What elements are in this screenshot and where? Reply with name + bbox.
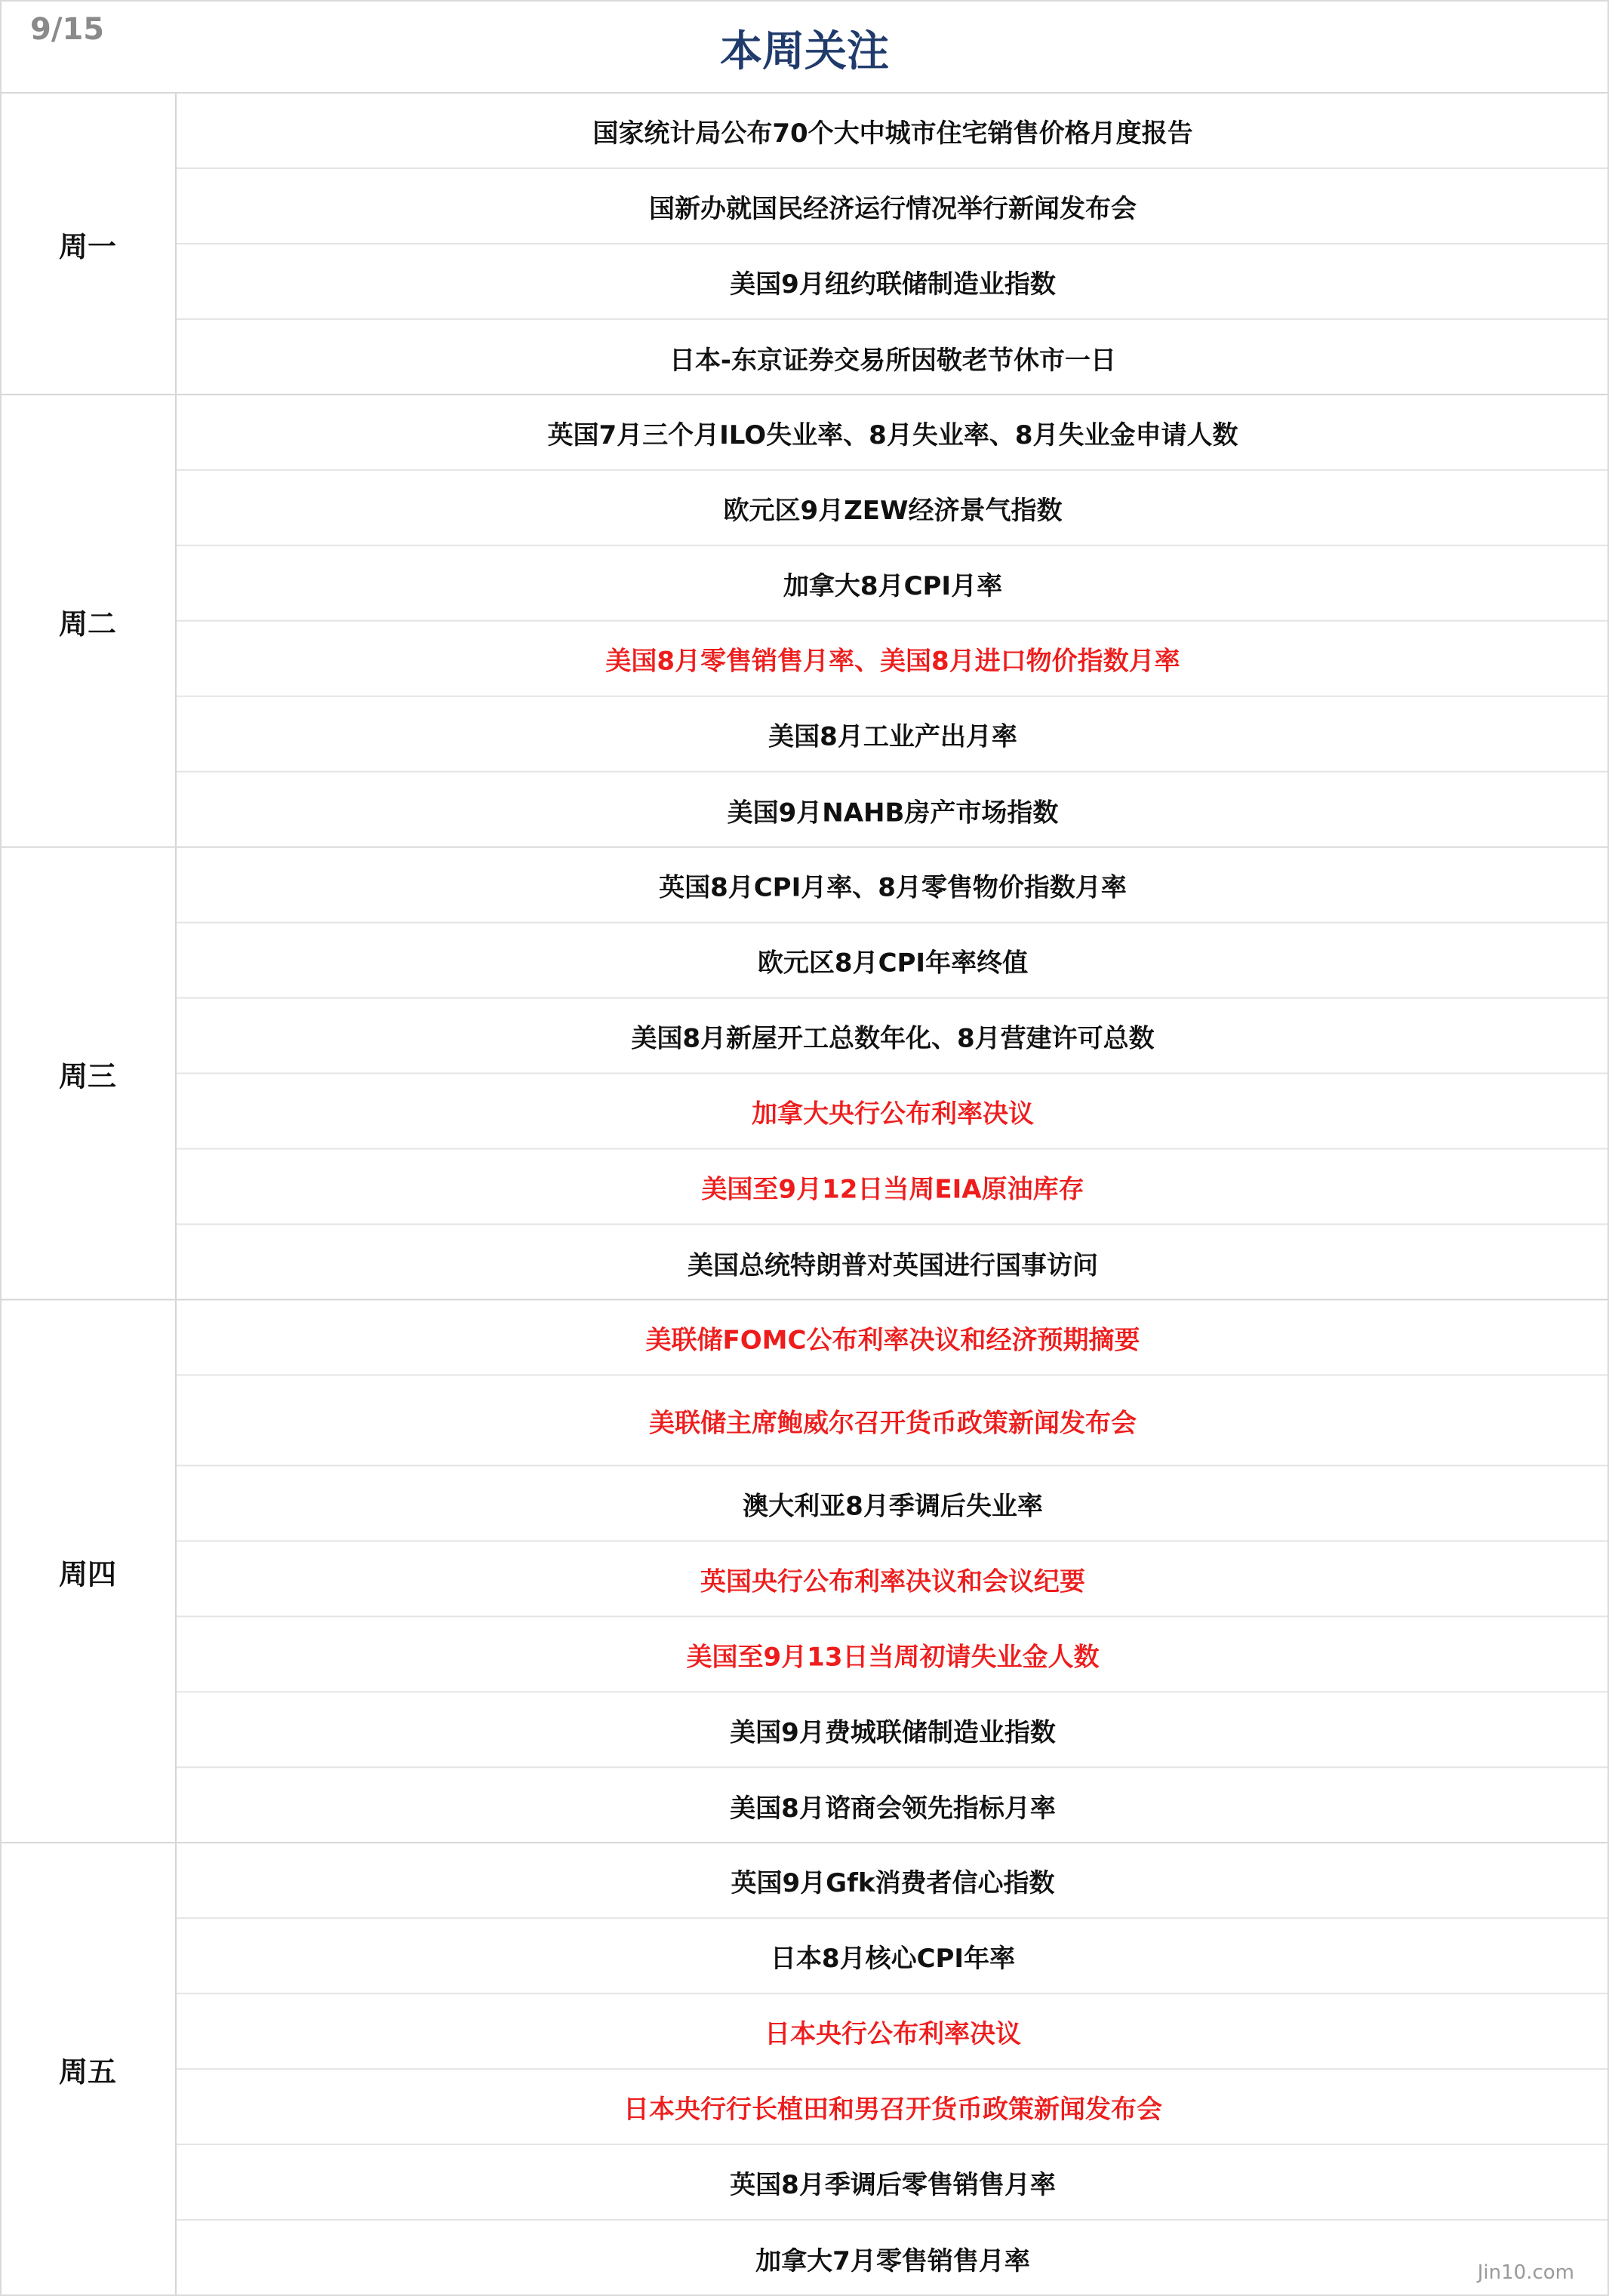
header bbox=[0, 0, 1609, 94]
day-section bbox=[0, 1300, 1609, 1843]
event-row: 英国7月三个月ILO失业率、8月失业率、8月失业金申请人数 bbox=[177, 395, 1609, 471]
event-row: 美国9月纽约联储制造业指数 bbox=[177, 244, 1609, 320]
event-row: 加拿大央行公布利率决议 bbox=[177, 1074, 1609, 1150]
event-row: 美国9月NAHB房产市场指数 bbox=[727, 798, 1059, 828]
event-row: 英国8月CPI月率、8月零售物价指数月率 bbox=[177, 848, 1609, 924]
event-row: 国新办就国民经济运行情况举行新闻发布会 bbox=[177, 169, 1609, 244]
watermark: Jin10.com bbox=[1477, 2261, 1574, 2284]
event-row: 加拿大7月零售销售月率 bbox=[755, 2245, 1030, 2276]
event-row: 美国8月谘商会领先指标月率 bbox=[730, 1793, 1056, 1824]
event-row: 美国9月费城联储制造业指数 bbox=[177, 1692, 1609, 1768]
event-row: 加拿大8月CPI月率 bbox=[177, 546, 1609, 622]
event-row: 欧元区8月CPI年率终值 bbox=[177, 924, 1609, 999]
date-label: 9/15 bbox=[30, 12, 105, 47]
day-section bbox=[0, 94, 1609, 395]
day-label: 周三 bbox=[0, 848, 177, 1299]
event-row: 美国至9月13日当周初请失业金人数 bbox=[177, 1617, 1609, 1692]
event-row: 美国总统特朗普对英国进行国事访问 bbox=[688, 1249, 1098, 1280]
page-title: 本周关注 bbox=[720, 27, 889, 76]
day-section bbox=[0, 1843, 1609, 2296]
day-label: 周四 bbox=[0, 1300, 177, 1842]
event-row: 国家统计局公布70个大中城市住宅销售价格月度报告 bbox=[177, 94, 1609, 169]
event-row: 澳大利亚8月季调后失业率 bbox=[177, 1466, 1609, 1541]
event-row: 英国8月季调后零售销售月率 bbox=[177, 2145, 1609, 2221]
day-section bbox=[0, 848, 1609, 1301]
event-row: 美国至9月12日当周EIA原油库存 bbox=[177, 1150, 1609, 1225]
event-row: 美国8月工业产出月率 bbox=[177, 697, 1609, 773]
event-row: 美国8月零售销售月率、美国8月进口物价指数月率 bbox=[177, 622, 1609, 697]
event-row: 美联储主席鲍威尔召开货币政策新闻发布会 bbox=[177, 1375, 1609, 1466]
event-row: 欧元区9月ZEW经济景气指数 bbox=[177, 471, 1609, 546]
event-row: 美国8月新屋开工总数年化、8月营建许可总数 bbox=[177, 999, 1609, 1074]
event-row: 日本-东京证券交易所因敬老节休市一日 bbox=[669, 345, 1117, 376]
event-row: 英国央行公布利率决议和会议纪要 bbox=[177, 1541, 1609, 1617]
event-row: 英国9月Gfk消费者信心指数 bbox=[177, 1843, 1609, 1919]
event-row: 美联储FOMC公布利率决议和经济预期摘要 bbox=[177, 1300, 1609, 1375]
day-label: 周五 bbox=[0, 1843, 177, 2294]
day-section bbox=[0, 395, 1609, 848]
day-label: 周一 bbox=[0, 94, 177, 394]
event-row: 日本央行公布利率决议 bbox=[177, 1994, 1609, 2070]
event-row: 日本央行行长植田和男召开货币政策新闻发布会 bbox=[177, 2070, 1609, 2145]
event-row: 日本8月核心CPI年率 bbox=[177, 1919, 1609, 1994]
day-label: 周二 bbox=[0, 395, 177, 847]
